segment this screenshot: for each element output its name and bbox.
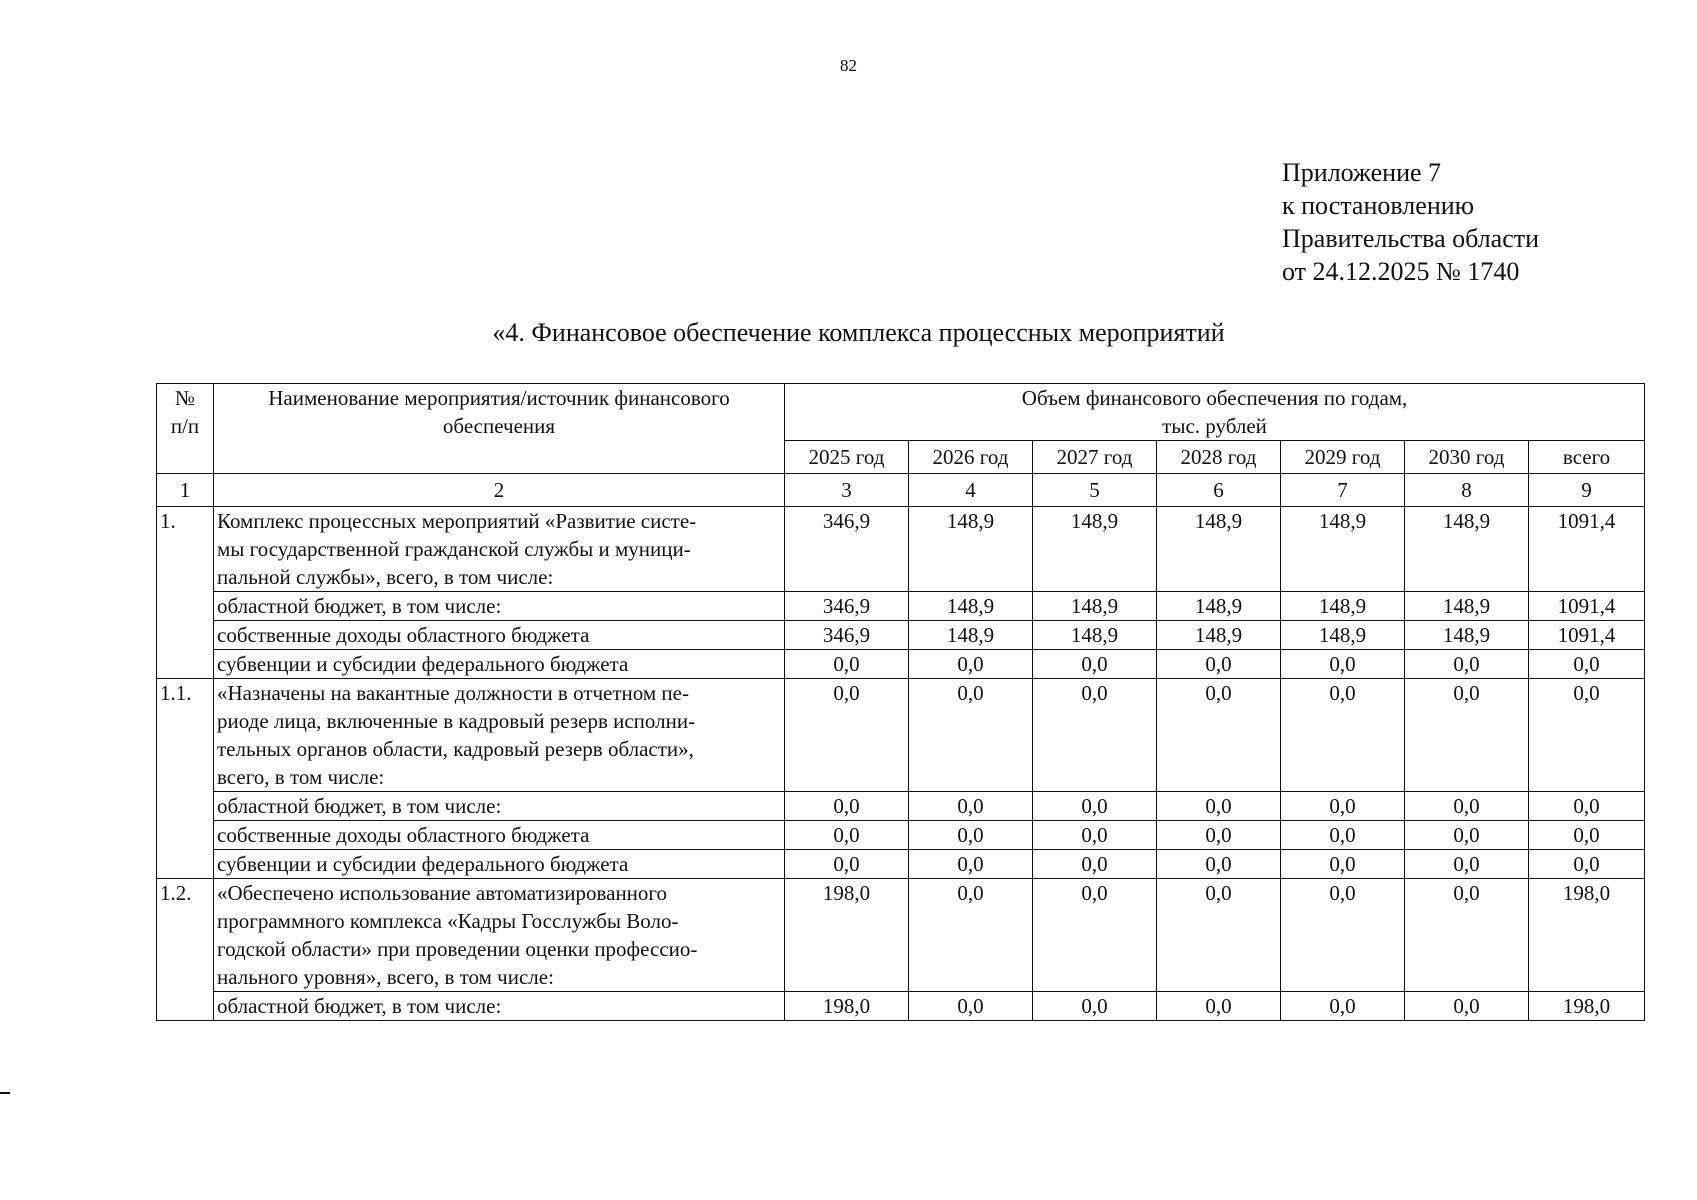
row-year-value: 0,0 bbox=[785, 821, 909, 850]
table-row bbox=[157, 679, 1645, 792]
column-number: 8 bbox=[1405, 474, 1529, 507]
row-index: 1. bbox=[157, 507, 214, 679]
row-year-value: 0,0 bbox=[785, 792, 909, 821]
row-total-value: 1091,4 bbox=[1529, 621, 1645, 650]
header-year: 2027 год bbox=[1033, 441, 1157, 474]
row-total-value: 0,0 bbox=[1529, 850, 1645, 879]
header-year: 2026 год bbox=[909, 441, 1033, 474]
row-year-value: 0,0 bbox=[1157, 792, 1281, 821]
row-year-value: 148,9 bbox=[1157, 621, 1281, 650]
row-year-value: 346,9 bbox=[785, 592, 909, 621]
table-row bbox=[157, 992, 1645, 1021]
table-row bbox=[157, 621, 1645, 650]
row-year-value: 0,0 bbox=[1405, 792, 1529, 821]
column-number: 1 bbox=[157, 474, 214, 507]
margin-mark bbox=[0, 1092, 10, 1094]
row-year-value: 0,0 bbox=[1281, 792, 1405, 821]
row-year-value: 0,0 bbox=[1033, 650, 1157, 679]
row-year-value: 0,0 bbox=[1405, 850, 1529, 879]
row-year-value: 0,0 bbox=[1281, 821, 1405, 850]
row-name: «Обеспечено использование автоматизированного программного комплекса «Кадры Госслужбы Воло- годской области» при проведении оценки профессио- нального уровня», всего, в том числе: bbox=[214, 879, 785, 992]
appendix-line: Правительства области bbox=[1282, 224, 1540, 253]
row-year-value: 346,9 bbox=[785, 621, 909, 650]
row-year-value: 148,9 bbox=[1405, 592, 1529, 621]
row-year-value: 0,0 bbox=[1033, 992, 1157, 1021]
row-index: 1.2. bbox=[157, 879, 214, 1021]
row-year-value: 0,0 bbox=[909, 821, 1033, 850]
row-year-value: 0,0 bbox=[1405, 992, 1529, 1021]
column-number: 2 bbox=[214, 474, 785, 507]
header-total: всего bbox=[1529, 441, 1645, 474]
row-year-value: 0,0 bbox=[909, 792, 1033, 821]
row-year-value: 148,9 bbox=[909, 507, 1033, 592]
row-year-value: 0,0 bbox=[1281, 679, 1405, 792]
column-number: 4 bbox=[909, 474, 1033, 507]
row-year-value: 0,0 bbox=[1281, 992, 1405, 1021]
row-year-value: 0,0 bbox=[1281, 850, 1405, 879]
header-year: 2030 год bbox=[1405, 441, 1529, 474]
financial-table bbox=[156, 383, 1645, 1021]
row-year-value: 0,0 bbox=[909, 992, 1033, 1021]
appendix-line: к постановлению bbox=[1282, 191, 1475, 220]
table-row bbox=[157, 850, 1645, 879]
row-name: Комплекс процессных мероприятий «Развитие систе- мы государственной гражданской службы и муници- пальной службы», всего, в том числе: bbox=[214, 507, 785, 592]
row-year-value: 198,0 bbox=[785, 992, 909, 1021]
row-name: субвенции и субсидии федерального бюджета bbox=[214, 650, 785, 679]
row-total-value: 1091,4 bbox=[1529, 507, 1645, 592]
row-year-value: 346,9 bbox=[785, 507, 909, 592]
header-volume: Объем финансового обеспечения по годам, тыс. рублей bbox=[785, 384, 1645, 441]
row-total-value: 0,0 bbox=[1529, 679, 1645, 792]
document-title: «4. Финансовое обеспечение комплекса процессных мероприятий bbox=[492, 318, 1225, 347]
header-name: Наименование мероприятия/источник финансового обеспечения bbox=[214, 384, 785, 474]
column-number: 6 bbox=[1157, 474, 1281, 507]
table-row bbox=[157, 650, 1645, 679]
row-name: субвенции и субсидии федерального бюджета bbox=[214, 850, 785, 879]
row-total-value: 0,0 bbox=[1529, 792, 1645, 821]
column-number: 5 bbox=[1033, 474, 1157, 507]
row-year-value: 0,0 bbox=[909, 850, 1033, 879]
row-year-value: 0,0 bbox=[1281, 879, 1405, 992]
table-row bbox=[157, 592, 1645, 621]
row-year-value: 148,9 bbox=[1157, 507, 1281, 592]
header-year: 2029 год bbox=[1281, 441, 1405, 474]
appendix-line: Приложение 7 bbox=[1282, 158, 1442, 187]
appendix-line: от 24.12.2025 № 1740 bbox=[1282, 257, 1520, 286]
row-year-value: 148,9 bbox=[909, 592, 1033, 621]
row-year-value: 148,9 bbox=[1157, 592, 1281, 621]
row-year-value: 0,0 bbox=[909, 879, 1033, 992]
table-row bbox=[157, 879, 1645, 992]
row-year-value: 0,0 bbox=[909, 679, 1033, 792]
row-name: областной бюджет, в том числе: bbox=[214, 792, 785, 821]
row-year-value: 0,0 bbox=[1157, 650, 1281, 679]
row-year-value: 0,0 bbox=[1157, 679, 1281, 792]
row-year-value: 0,0 bbox=[1281, 650, 1405, 679]
row-year-value: 148,9 bbox=[1281, 592, 1405, 621]
row-year-value: 0,0 bbox=[1405, 679, 1529, 792]
page-number: 82 bbox=[840, 56, 857, 75]
row-year-value: 0,0 bbox=[785, 650, 909, 679]
row-name: областной бюджет, в том числе: bbox=[214, 592, 785, 621]
row-index: 1.1. bbox=[157, 679, 214, 879]
header-year: 2025 год bbox=[785, 441, 909, 474]
row-year-value: 148,9 bbox=[1281, 621, 1405, 650]
appendix-block bbox=[1282, 156, 1539, 288]
row-total-value: 0,0 bbox=[1529, 650, 1645, 679]
row-year-value: 0,0 bbox=[1405, 879, 1529, 992]
table-row bbox=[157, 821, 1645, 850]
row-year-value: 0,0 bbox=[785, 850, 909, 879]
row-year-value: 0,0 bbox=[1157, 850, 1281, 879]
row-year-value: 148,9 bbox=[1281, 507, 1405, 592]
table-row bbox=[157, 507, 1645, 592]
row-year-value: 0,0 bbox=[909, 650, 1033, 679]
row-total-value: 1091,4 bbox=[1529, 592, 1645, 621]
row-year-value: 148,9 bbox=[1033, 592, 1157, 621]
row-year-value: 0,0 bbox=[1033, 850, 1157, 879]
column-number: 7 bbox=[1281, 474, 1405, 507]
row-total-value: 0,0 bbox=[1529, 821, 1645, 850]
row-year-value: 148,9 bbox=[1033, 507, 1157, 592]
row-year-value: 0,0 bbox=[1033, 792, 1157, 821]
row-year-value: 0,0 bbox=[1033, 679, 1157, 792]
row-name: собственные доходы областного бюджета bbox=[214, 621, 785, 650]
header-year: 2028 год bbox=[1157, 441, 1281, 474]
row-year-value: 0,0 bbox=[1405, 821, 1529, 850]
column-number: 9 bbox=[1529, 474, 1645, 507]
header-no: № п/п bbox=[157, 384, 214, 474]
row-year-value: 198,0 bbox=[785, 879, 909, 992]
column-number: 3 bbox=[785, 474, 909, 507]
row-year-value: 0,0 bbox=[1157, 821, 1281, 850]
row-year-value: 0,0 bbox=[1157, 992, 1281, 1021]
row-year-value: 148,9 bbox=[1033, 621, 1157, 650]
row-name: собственные доходы областного бюджета bbox=[214, 821, 785, 850]
row-year-value: 148,9 bbox=[909, 621, 1033, 650]
row-year-value: 0,0 bbox=[1033, 879, 1157, 992]
row-year-value: 0,0 bbox=[1157, 879, 1281, 992]
table-body bbox=[157, 507, 1645, 1021]
row-year-value: 0,0 bbox=[1033, 821, 1157, 850]
row-year-value: 0,0 bbox=[785, 679, 909, 792]
row-year-value: 148,9 bbox=[1405, 621, 1529, 650]
row-name: областной бюджет, в том числе: bbox=[214, 992, 785, 1021]
row-total-value: 198,0 bbox=[1529, 992, 1645, 1021]
table-row bbox=[157, 792, 1645, 821]
row-year-value: 148,9 bbox=[1405, 507, 1529, 592]
row-year-value: 0,0 bbox=[1405, 650, 1529, 679]
row-name: «Назначены на вакантные должности в отчетном пе- риоде лица, включенные в кадровый резерв исполни- тельных органов области, кадровый резерв области», всего, в том числе: bbox=[214, 679, 785, 792]
row-total-value: 198,0 bbox=[1529, 879, 1645, 992]
